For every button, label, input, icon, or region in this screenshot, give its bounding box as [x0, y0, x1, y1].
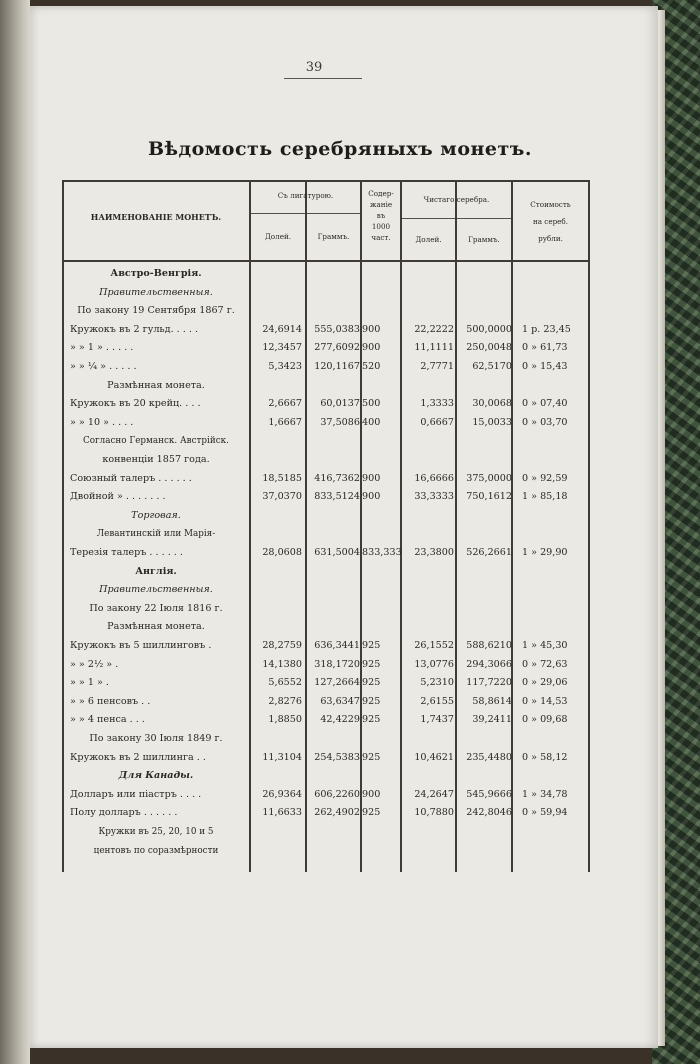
ligature-doli-value: 11,6633 — [262, 807, 302, 819]
table-row — [62, 415, 590, 431]
pure-doli-value: 2,6155 — [420, 695, 454, 707]
coin-name: Размѣнная монета. — [107, 621, 205, 633]
coin-name: Полу долларъ . . . . . . — [70, 807, 178, 819]
pure-doli-value: 1,3333 — [420, 398, 454, 410]
ligature-gramm-value: 262,4902 — [314, 807, 360, 819]
pure-doli-value: 24,2647 — [414, 788, 454, 800]
content-value: 400 — [362, 416, 381, 428]
cost-value: 0 » 07,40 — [522, 398, 568, 410]
pure-gramm-value: 526,2661 — [466, 547, 512, 558]
coin-name: Размѣнная монета. — [107, 379, 205, 391]
pure-doli-value: 11,1111 — [414, 342, 454, 354]
pure-gramm-value: 588,6210 — [466, 640, 512, 651]
pure-doli-value: 33,3333 — [414, 491, 454, 503]
content-value: 925 — [362, 658, 381, 670]
pure-gramm-value: 294,3066 — [466, 658, 512, 670]
pure-gramm-value: 250,0048 — [466, 342, 512, 354]
pure-gramm-value: 58,8614 — [472, 695, 512, 707]
content-value: 900 — [362, 788, 381, 800]
ligature-doli-value: 28,2759 — [262, 640, 302, 651]
pure-gramm-value: 375,0000 — [466, 472, 512, 484]
coin-name: Кружокъ въ 2 шиллинга . . — [70, 751, 206, 763]
coin-name: » » ¼ » . . . . . — [70, 361, 137, 372]
coin-name: Торговая. — [131, 509, 181, 521]
coin-name: По закону 19 Сентября 1867 г. — [77, 305, 235, 317]
ligature-gramm-value: 416,7362 — [314, 472, 360, 484]
content-value: 900 — [362, 342, 381, 354]
table-row — [62, 564, 590, 580]
coin-name: Кружокъ въ 5 шиллинговъ . — [70, 640, 212, 651]
pure-gramm-value: 242,8046 — [466, 807, 512, 819]
cost-value: 1 » 45,30 — [522, 640, 568, 651]
content-value: 925 — [362, 640, 381, 651]
page-number: 39 — [305, 60, 323, 75]
coin-name: » » 1 » . . . . . — [70, 342, 134, 354]
pure-gramm-value: 30,0068 — [472, 398, 512, 410]
pure-doli-value: 10,7880 — [414, 807, 454, 819]
ligature-doli-value: 12,3457 — [262, 342, 302, 354]
ligature-gramm-value: 631,5004 — [314, 547, 360, 558]
table-row — [62, 601, 590, 617]
table-row — [62, 433, 590, 449]
pure-gramm-value: 750,1612 — [466, 491, 512, 503]
coin-name: Кружокъ въ 20 крейц. . . . — [70, 398, 201, 410]
ligature-doli-value: 14,1380 — [262, 658, 302, 670]
coin-name: Двойной » . . . . . . . — [70, 491, 166, 503]
coin-name: Союзный талеръ . . . . . . — [70, 472, 192, 484]
content-value: 925 — [362, 695, 381, 707]
cost-value: 1 » 85,18 — [522, 491, 568, 503]
ligature-gramm-value: 277,6092 — [314, 342, 360, 354]
page-title: Вѣдомость серебряныхъ монетъ. — [148, 138, 532, 160]
table-row — [62, 694, 590, 710]
table-row — [62, 638, 590, 654]
coin-name: Правительственныя. — [99, 286, 213, 298]
header-cost: Стоимость на сереб. рубли. — [530, 200, 571, 243]
table-row — [62, 471, 590, 487]
table-row — [62, 396, 590, 412]
coin-name: » » 4 пенса . . . — [70, 714, 145, 726]
table-row — [62, 787, 590, 803]
table-row — [62, 545, 590, 561]
table-row — [62, 750, 590, 766]
ligature-doli-value: 28,0608 — [262, 547, 302, 558]
cost-value: 0 » 92,59 — [522, 472, 568, 484]
cost-value: 0 » 14,53 — [522, 695, 568, 707]
cost-value: 1 р. 23,45 — [522, 323, 571, 335]
ligature-doli-value: 1,6667 — [268, 416, 302, 428]
table-row — [62, 657, 590, 673]
ligature-gramm-value: 127,2664 — [314, 677, 360, 689]
coin-name: Долларъ или піастръ . . . . — [70, 788, 202, 800]
table-row — [62, 582, 590, 598]
table-row — [62, 824, 590, 840]
coin-name: Для Канады. — [118, 770, 194, 782]
table-row — [62, 378, 590, 394]
content-value: 500 — [362, 398, 381, 410]
cost-value: 0 » 58,12 — [522, 751, 568, 763]
content-value: 520 — [362, 361, 381, 372]
table-row — [62, 843, 590, 859]
coin-name: » » 10 » . . . . — [70, 416, 134, 428]
table-row — [62, 768, 590, 784]
pure-gramm-value: 62,5170 — [472, 361, 512, 372]
ligature-gramm-value: 120,1167 — [314, 361, 360, 372]
header-ligature-doli: Долей. — [264, 232, 292, 241]
content-value: 925 — [362, 714, 381, 726]
ligature-doli-value: 2,8276 — [268, 695, 302, 707]
coin-name: » » 2½ » . — [70, 658, 119, 670]
coin-name: Согласно Германск. Австрійск. — [83, 436, 229, 447]
header-ligature: Съ лигатурою. — [277, 191, 334, 200]
ligature-doli-value: 1,8850 — [268, 714, 302, 726]
content-value: 925 — [362, 677, 381, 689]
coin-name: Австро-Венгрія. — [110, 268, 202, 279]
table-row — [62, 508, 590, 524]
header-name: НАИМЕНОВАНІЕ МОНЕТЪ. — [90, 212, 222, 222]
header-pure-doli: Долей. — [415, 235, 442, 244]
table-row — [62, 322, 590, 338]
ligature-doli-value: 5,6552 — [268, 677, 302, 689]
content-value: 925 — [362, 807, 381, 819]
ligature-gramm-value: 254,5383 — [314, 751, 360, 763]
table-row — [62, 805, 590, 821]
pure-doli-value: 1,7437 — [420, 714, 454, 726]
ligature-gramm-value: 318,1720 — [314, 658, 360, 670]
table-row — [62, 303, 590, 319]
pure-gramm-value: 15,0033 — [472, 416, 512, 428]
page-number-rule — [284, 78, 362, 79]
cost-value: 0 » 61,73 — [522, 342, 568, 354]
ligature-gramm-value: 833,5124 — [314, 491, 360, 503]
pure-gramm-value: 500,0000 — [466, 323, 512, 335]
ligature-gramm-value: 37,5086 — [320, 416, 360, 428]
ligature-doli-value: 24,6914 — [262, 323, 302, 335]
header-content: Содер- жаніе въ 1000 част. — [368, 189, 394, 242]
pure-doli-value: 10,4621 — [414, 751, 454, 763]
header-pure-gramm: Граммъ. — [468, 235, 500, 244]
coin-name: Правительственныя. — [99, 584, 213, 596]
table-row — [62, 359, 590, 375]
ligature-doli-value: 37,0370 — [262, 491, 302, 503]
table-row — [62, 266, 590, 282]
table-row — [62, 489, 590, 505]
ligature-gramm-value: 636,3441 — [314, 640, 360, 651]
coin-name: » » 6 пенсовъ . . — [70, 695, 151, 707]
coin-name: » » 1 » . — [70, 677, 109, 689]
cost-value: 0 » 03,70 — [522, 416, 568, 428]
coin-name: Кружокъ въ 2 гульд. . . . . — [70, 323, 199, 335]
coin-name: Левантинскій или Марія- — [96, 529, 216, 540]
header-pure: Чистаго серебра. — [423, 195, 490, 204]
table-row — [62, 526, 590, 542]
pure-doli-value: 5,2310 — [420, 677, 454, 689]
coin-name: Англія. — [135, 565, 177, 577]
content-value: 925 — [362, 751, 381, 763]
pure-doli-value: 2,7771 — [420, 361, 454, 372]
ligature-gramm-value: 555,0383 — [314, 323, 360, 335]
table-row — [62, 619, 590, 635]
cost-value: 1 » 34,78 — [522, 788, 568, 800]
content-value: 900 — [362, 491, 381, 503]
ligature-gramm-value: 63,6347 — [320, 695, 360, 707]
coin-name: По закону 22 Іюля 1816 г. — [89, 602, 223, 614]
coin-name: центовъ по соразмѣрности — [93, 845, 219, 856]
cost-value: 1 » 29,90 — [522, 547, 568, 558]
coin-name: конвенціи 1857 года. — [102, 454, 210, 465]
cost-value: 0 » 59,94 — [522, 807, 568, 819]
pure-doli-value: 0,6667 — [420, 416, 454, 428]
ligature-gramm-value: 42,4229 — [320, 714, 360, 726]
ligature-doli-value: 18,5185 — [262, 472, 302, 484]
table-row — [62, 285, 590, 301]
ligature-doli-value: 11,3104 — [262, 751, 302, 763]
pure-doli-value: 23,3800 — [414, 547, 454, 558]
pure-gramm-value: 235,4480 — [466, 751, 512, 763]
table-row — [62, 731, 590, 747]
cost-value: 0 » 72,63 — [522, 658, 568, 670]
coin-table — [62, 180, 590, 872]
coin-name: Терезія талеръ . . . . . . — [70, 547, 183, 558]
header-ligature-gramm: Граммъ. — [317, 232, 350, 241]
pure-gramm-value: 117,7220 — [466, 677, 512, 689]
coin-name: Кружки въ 25, 20, 10 и 5 — [98, 827, 214, 837]
cost-value: 0 » 29,06 — [522, 677, 568, 689]
ligature-gramm-value: 606,2260 — [314, 788, 360, 800]
table-row — [62, 452, 590, 468]
pure-gramm-value: 39,2411 — [472, 714, 512, 726]
ligature-doli-value: 26,9364 — [262, 788, 302, 800]
coin-name: По закону 30 Іюля 1849 г. — [89, 733, 223, 744]
table-row — [62, 340, 590, 356]
pure-doli-value: 22,2222 — [414, 323, 454, 335]
content-value: 833,333 — [362, 547, 402, 558]
pure-doli-value: 16,6666 — [414, 472, 454, 484]
cost-value: 0 » 15,43 — [522, 361, 568, 372]
content-value: 900 — [362, 472, 381, 484]
book-spine — [0, 0, 30, 1064]
table-row — [62, 712, 590, 728]
table-row — [62, 675, 590, 691]
ligature-doli-value: 2,6667 — [268, 398, 302, 410]
pure-gramm-value: 545,9666 — [466, 788, 512, 800]
pure-doli-value: 13,0776 — [414, 658, 454, 670]
ligature-gramm-value: 60,0137 — [320, 398, 360, 410]
pure-doli-value: 26,1552 — [414, 640, 454, 651]
ligature-doli-value: 5,3423 — [268, 361, 302, 372]
content-value: 900 — [362, 323, 381, 335]
cost-value: 0 » 09,68 — [522, 714, 568, 726]
